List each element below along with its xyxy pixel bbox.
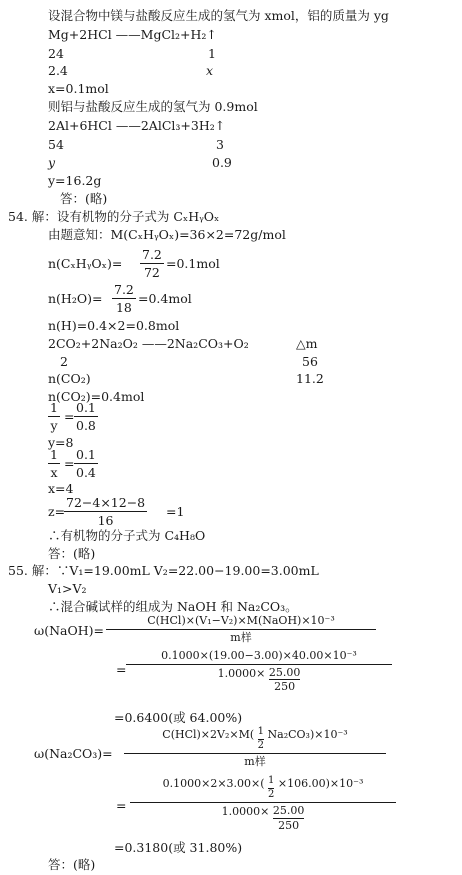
q54-n-water-fraction [112,283,136,314]
fraction-numerator: 0.1 [76,447,96,462]
q54-peroxide-equation: 2CO₂+2Na₂O₂ ——2Na₂CO₃+O₂ [48,336,249,351]
dilution-fraction [273,805,305,831]
mg-x-result: x=0.1mol [48,81,109,96]
al-mass-ratio: 54 [48,137,64,152]
fraction-numerator: 0.1 [76,400,96,415]
q54-mass-increase: 11.2 [296,371,324,386]
q54-z-post: =1 [166,504,185,519]
q54-z-pre: z= [48,504,66,519]
q55-v-compare: V₁>V₂ [48,581,87,596]
half-fraction [268,776,274,800]
fraction-numerator: 1 [268,775,275,786]
fraction-bar [64,511,147,512]
fraction-numerator: 1 [257,726,265,737]
al-y-result: y=16.2g [48,173,102,188]
q54-n-hydrogen: n(H)=0.4×2=0.8mol [48,318,180,333]
fraction-denominator: x [50,465,58,481]
fraction-denominator: 2 [268,788,275,800]
fraction-denominator: 250 [274,680,296,694]
q54-delta-m: △m [296,336,318,351]
q54-y-ratio-right [74,401,98,432]
half-fraction [258,727,264,751]
equals-sign: = [116,798,127,813]
fraction-bar [48,416,60,417]
q55-answer: 答：(略) [48,857,96,872]
al-y-var: y [48,155,56,170]
q55-naoh-label: ω(NaOH)= [34,623,104,638]
fraction-denominator: 72 [143,265,160,281]
fraction-numerator [130,776,396,800]
q54-n-organic-fraction [140,248,164,279]
mg-mole-ratio: 1 [208,46,216,61]
dilution-fraction [269,667,301,693]
fraction-denominator: 0.4 [76,465,96,481]
fraction-bar [74,416,98,417]
dilution-pre: 1.0000× [217,666,266,680]
q55-na2co3-result: =0.3180(或 31.80%) [114,840,243,855]
fraction-denominator [130,805,396,831]
q54-co2-coef: 2 [60,354,68,369]
fraction-denominator: 18 [115,300,132,316]
q54-delta-m-value: 56 [302,354,318,369]
fraction-bar [140,263,164,264]
fraction-denominator: y [50,418,58,434]
q55-na2co3-formula-fraction [124,727,386,768]
al-hydrogen-mol: 0.9 [212,155,232,170]
equals-sign: = [116,662,127,677]
fraction-numerator: 25.00 [272,804,305,817]
fraction-numerator: 25.00 [268,665,301,679]
mg-al-answer: 答：(略) [60,191,108,206]
mg-x-var: x [206,63,214,78]
fraction-numerator: 1 [50,447,58,462]
formula-part-a: C(HCl)×2V₂×M( [162,728,255,741]
fraction-denominator: 0.8 [76,418,96,434]
q54-n-water-post: =0.4mol [138,291,192,306]
fraction-bar [106,629,376,630]
q55-naoh-formula-fraction [106,615,376,643]
fraction-bar [112,298,136,299]
q54-answer: 答：(略) [48,546,96,561]
fraction-bar [130,802,396,803]
q54-y-ratio-left [48,401,60,432]
q55-naoh-numeric-fraction [126,650,392,693]
fraction-bar [124,753,386,754]
q55-naoh-result: =0.6400(或 64.00%) [114,710,243,725]
q54-n-organic-pre: n(CₓHᵧOₓ)= [48,256,123,271]
equals-sign: = [64,409,75,424]
fraction-numerator: 7.2 [142,247,162,262]
q54-x-ratio-left [48,448,60,479]
fraction-denominator: 250 [278,818,300,832]
mg-mass-given: 2.4 [48,63,68,78]
q54-n-organic-post: =0.1mol [166,256,220,271]
q54-formula-conclusion: ∴有机物的分子式为 C₄H₈O [48,528,206,543]
q54-y-result: y=8 [48,435,74,450]
q55-composition: ∴混合碱试样的组成为 NaOH 和 Na₂CO₃。 [48,599,298,614]
fraction-denominator: m样 [230,630,252,644]
fraction-denominator: 16 [97,513,114,529]
fraction-numerator: 72−4×12−8 [66,495,146,510]
fraction-bar [74,463,98,464]
fraction-denominator: 2 [257,739,265,751]
mg-equation: Mg+2HCl ——MgCl₂+H₂↑ [48,27,217,42]
fraction-bar [48,463,60,464]
q54-x-ratio-right [74,448,98,479]
q54-x-result: x=4 [48,481,74,496]
formula-part-b: Na₂CO₃)×10⁻³ [267,728,348,741]
q55-heading: 55. 解：∵V₁=19.00mL V₂=22.00−19.00=3.00mL [8,563,319,578]
q54-n-co2-result: n(CO₂)=0.4mol [48,389,145,404]
fraction-numerator: C(HCl)×(V₁−V₂)×M(NaOH)×10⁻³ [147,614,335,627]
q55-na2co3-label: ω(Na₂CO₃)= [34,746,113,761]
mg-al-intro: 设混合物中镁与盐酸反应生成的氢气为 xmol，铝的质量为 yg [48,8,389,23]
q54-z-fraction [64,496,147,527]
al-equation: 2Al+6HCl ——2AlCl₃+3H₂↑ [48,118,226,133]
q54-heading: 54. 解：设有机物的分子式为 CₓHᵧOₓ [8,209,220,224]
q54-n-water-pre: n(H₂O)= [48,291,103,306]
fraction-denominator: m样 [244,755,266,768]
formula-part-a: 0.1000×2×3.00×( [162,777,265,790]
formula-part-b: ×106.00)×10⁻³ [277,777,364,790]
al-mole-ratio: 3 [216,137,224,152]
fraction-numerator: 7.2 [114,282,134,297]
fraction-numerator: 1 [50,400,58,415]
fraction-denominator [126,667,392,693]
dilution-pre: 1.0000× [221,805,270,819]
fraction-numerator: 0.1000×(19.00−3.00)×40.00×10⁻³ [161,649,357,662]
q55-na2co3-numeric-fraction [130,776,396,831]
al-hydrogen-statement: 则铝与盐酸反应生成的氢气为 0.9mol [48,99,258,114]
mg-mass-ratio: 24 [48,46,64,61]
q54-n-co2-label: n(CO₂) [48,371,91,386]
equals-sign: = [64,456,75,471]
q54-molar-mass: 由题意知：M(CₓHᵧOₓ)=36×2=72g/mol [48,227,286,242]
fraction-bar [126,664,392,665]
fraction-numerator [124,727,386,751]
